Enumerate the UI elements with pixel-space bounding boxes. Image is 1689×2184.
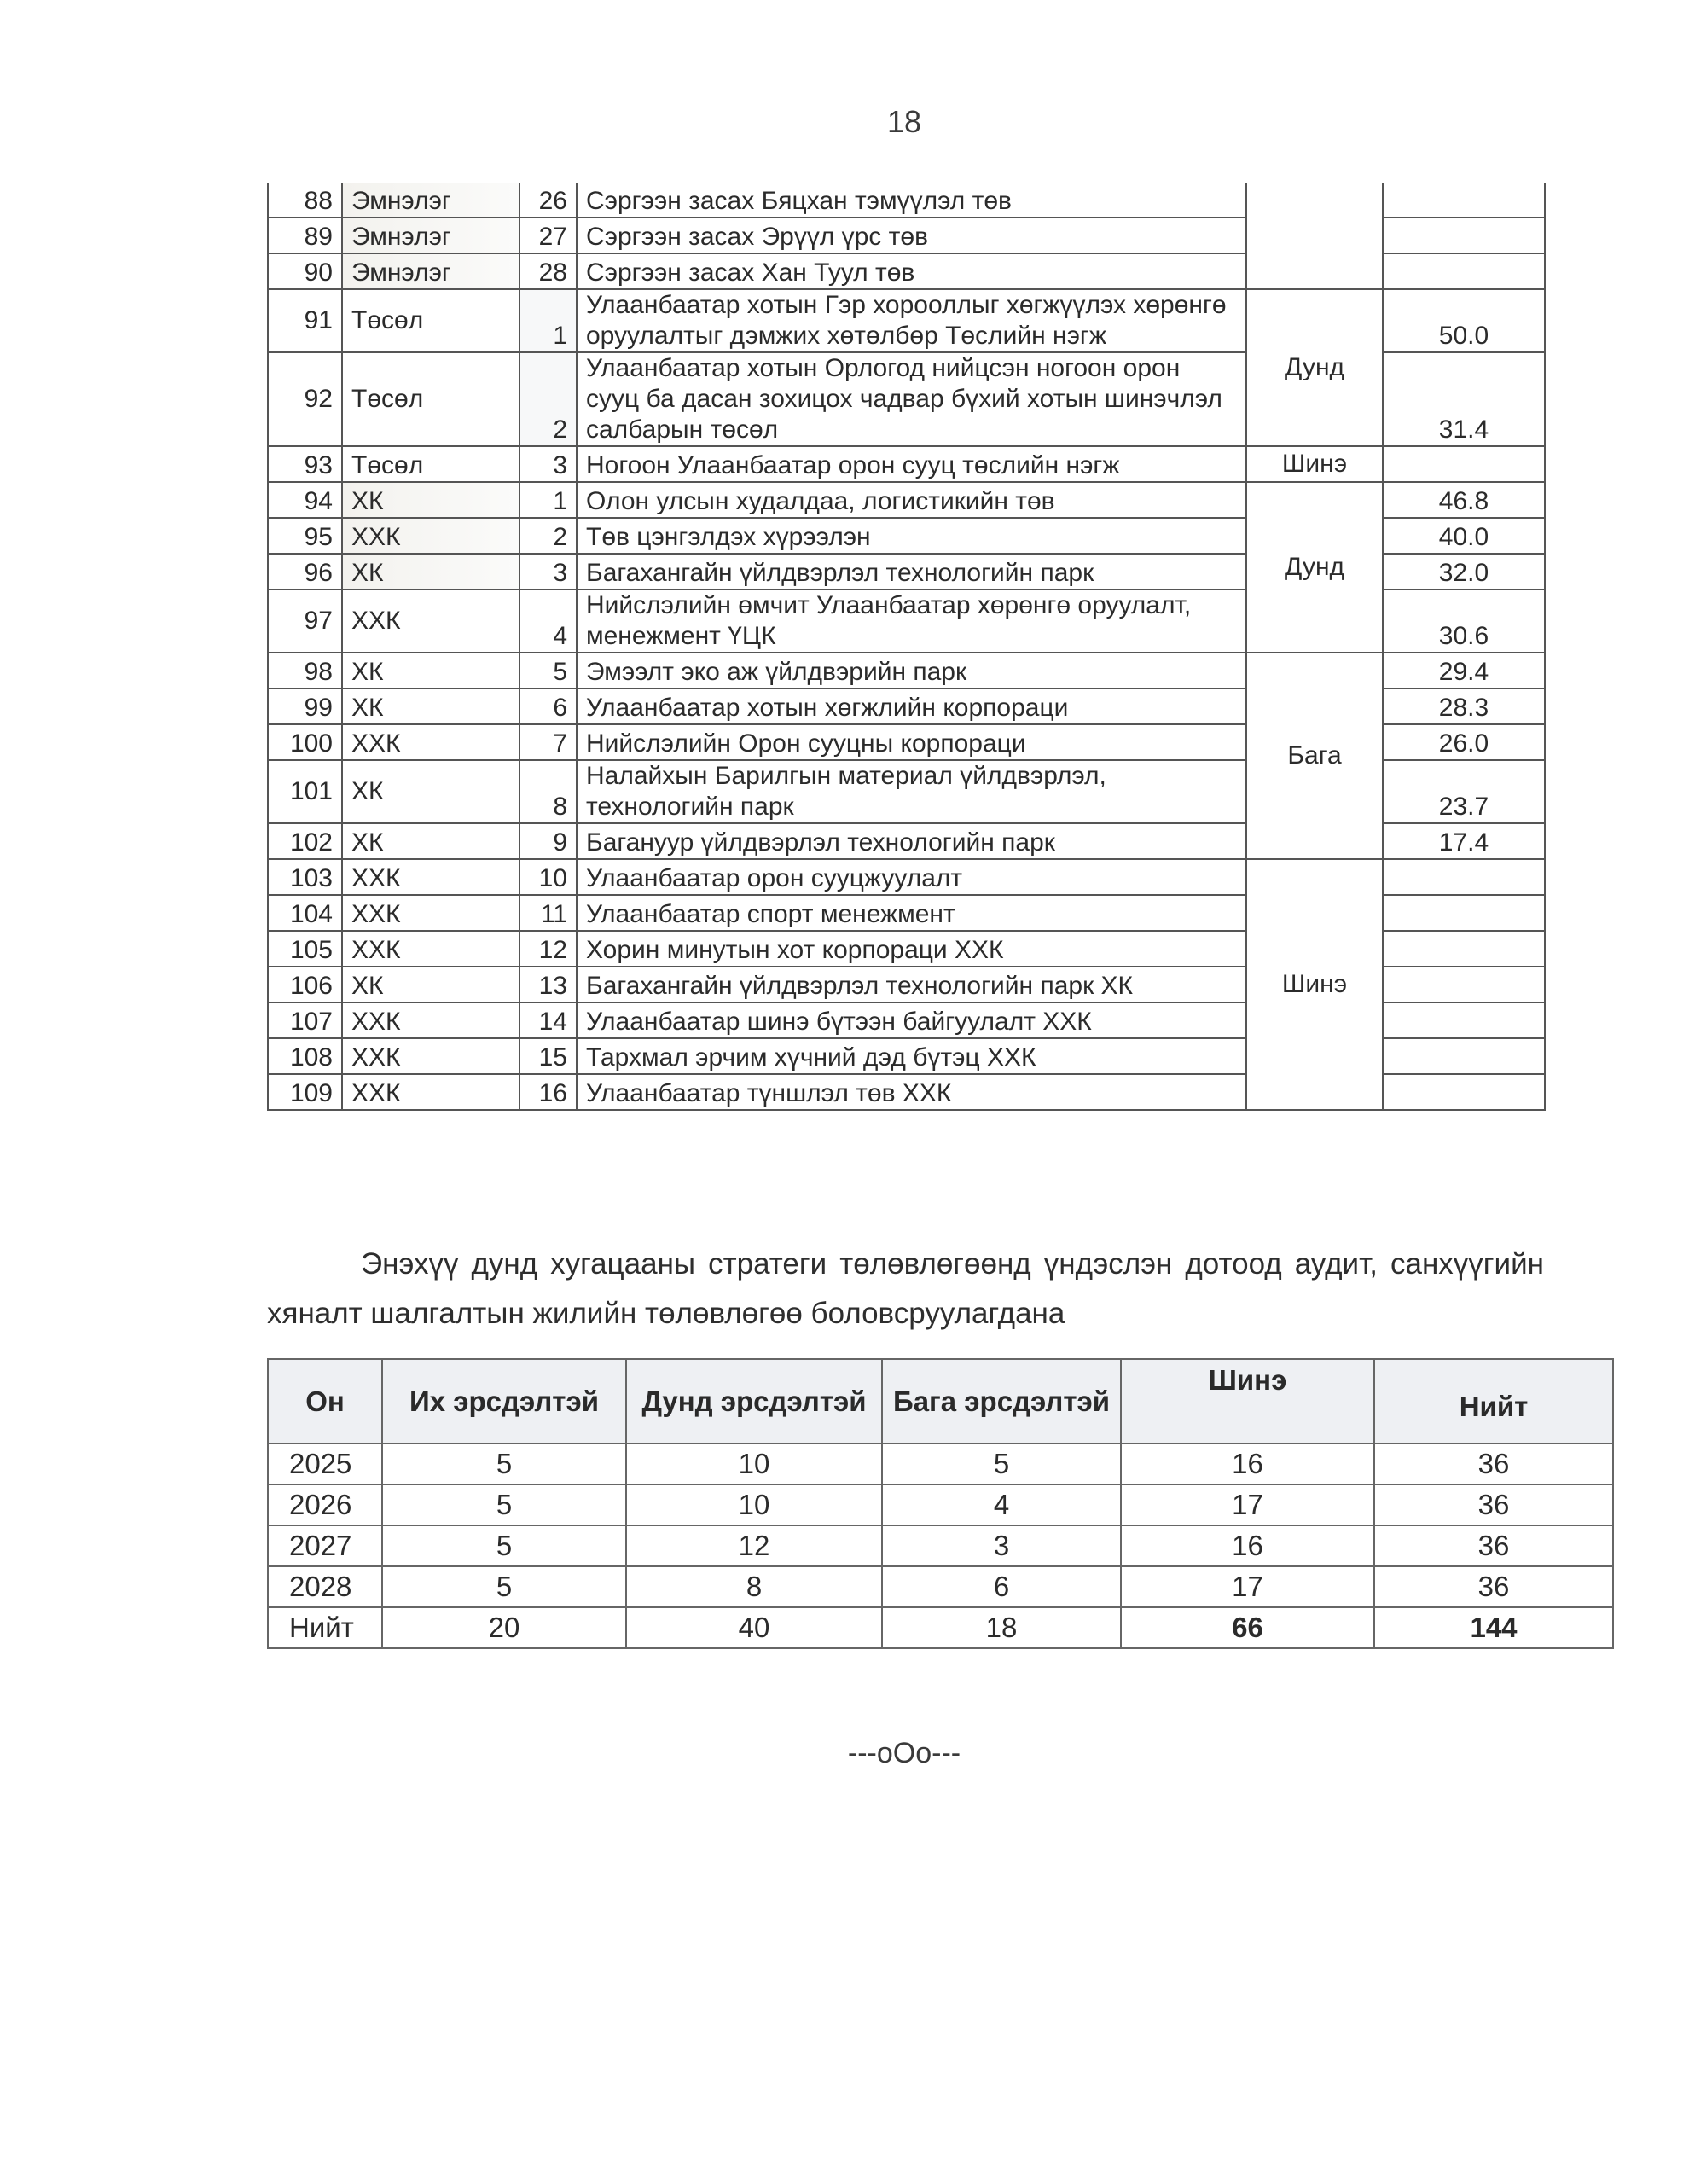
entity-type: ХХК <box>342 590 519 653</box>
low-risk-total: 18 <box>882 1607 1121 1648</box>
entity-risk-table <box>267 183 1546 1111</box>
entity-type: ХХК <box>342 859 519 895</box>
row-number: 90 <box>268 253 342 289</box>
entity-type: ХК <box>342 554 519 590</box>
row-number: 91 <box>268 289 342 352</box>
sub-number: 3 <box>519 554 577 590</box>
medium-risk-total: 40 <box>626 1607 882 1648</box>
table-row <box>268 1525 1613 1566</box>
medium-risk-count: 10 <box>626 1484 882 1525</box>
sub-number: 26 <box>519 183 577 218</box>
entity-name: Сэргээн засах Бяцхан тэмүүлэл төв <box>577 183 1246 218</box>
row-number: 95 <box>268 518 342 554</box>
risk-level: Бага <box>1246 653 1383 859</box>
sub-number: 11 <box>519 895 577 931</box>
row-number: 93 <box>268 446 342 482</box>
entity-type: ХХК <box>342 1074 519 1110</box>
row-number: 108 <box>268 1038 342 1074</box>
risk-score: 26.0 <box>1383 724 1545 760</box>
sub-number: 1 <box>519 289 577 352</box>
entity-name: Хорин минутын хот корпораци ХХК <box>577 931 1246 967</box>
entity-name: Сэргээн засах Эрүүл үрс төв <box>577 218 1246 253</box>
total-row <box>268 1607 1613 1648</box>
header-new: Шинэ <box>1121 1359 1374 1443</box>
risk-score: 50.0 <box>1383 289 1545 352</box>
entity-type: Төсөл <box>342 352 519 446</box>
entity-type: ХХК <box>342 931 519 967</box>
new-count: 17 <box>1121 1566 1374 1607</box>
entity-type: Төсөл <box>342 289 519 352</box>
header-medium-risk: Дунд эрсдэлтэй <box>626 1359 882 1443</box>
entity-name: Тархмал эрчим хүчний дэд бүтэц ХХК <box>577 1038 1246 1074</box>
table-row <box>268 653 1545 688</box>
risk-score <box>1383 1074 1545 1110</box>
sub-number: 8 <box>519 760 577 823</box>
year: 2027 <box>268 1525 382 1566</box>
sub-number: 13 <box>519 967 577 1002</box>
new-total: 66 <box>1121 1607 1374 1648</box>
table-row <box>268 1484 1613 1525</box>
table-row <box>268 859 1545 895</box>
entity-name: Улаанбаатар спорт менежмент <box>577 895 1246 931</box>
sub-number: 14 <box>519 1002 577 1038</box>
header-high-risk: Их эрсдэлтэй <box>382 1359 626 1443</box>
total-count: 36 <box>1374 1484 1613 1525</box>
page-number: 18 <box>886 104 922 139</box>
header-row <box>268 1359 1613 1443</box>
sub-number: 5 <box>519 653 577 688</box>
entity-type: ХХК <box>342 895 519 931</box>
entity-name: Сэргээн засах Хан Туул төв <box>577 253 1246 289</box>
low-risk-count: 3 <box>882 1525 1121 1566</box>
sub-number: 1 <box>519 482 577 518</box>
year: 2028 <box>268 1566 382 1607</box>
risk-score <box>1383 253 1545 289</box>
entity-type: Эмнэлэг <box>342 218 519 253</box>
sub-number: 10 <box>519 859 577 895</box>
entity-type: ХК <box>342 760 519 823</box>
sub-number: 15 <box>519 1038 577 1074</box>
risk-level: Шинэ <box>1246 446 1383 482</box>
table-row <box>268 183 1545 218</box>
entity-type: ХК <box>342 688 519 724</box>
sub-number: 6 <box>519 688 577 724</box>
row-number: 97 <box>268 590 342 653</box>
entity-type: ХХК <box>342 1002 519 1038</box>
new-count: 16 <box>1121 1525 1374 1566</box>
row-number: 104 <box>268 895 342 931</box>
entity-name: Нийслэлийн Орон сууцны корпораци <box>577 724 1246 760</box>
header-total: Нийт <box>1374 1359 1613 1443</box>
high-risk-count: 5 <box>382 1566 626 1607</box>
entity-type: ХХК <box>342 518 519 554</box>
entity-name: Улаанбаатар хотын хөгжлийн корпораци <box>577 688 1246 724</box>
entity-name: Нийслэлийн өмчит Улаанбаатар хөрөнгө оруулалт, менежмент ҮЦК <box>577 590 1246 653</box>
risk-score: 32.0 <box>1383 554 1545 590</box>
table-row <box>268 482 1545 518</box>
body-paragraph: Энэхүү дунд хугацааны стратеги төлөвлөгөөнд үндэслэн дотоод аудит, санхүүгийн хяналт шалгалтын жилийн төлөвлөгөө боловсруулагдана <box>267 1247 1544 1330</box>
new-count: 16 <box>1121 1443 1374 1484</box>
risk-score: 28.3 <box>1383 688 1545 724</box>
risk-score: 29.4 <box>1383 653 1545 688</box>
sub-number: 4 <box>519 590 577 653</box>
year: 2026 <box>268 1484 382 1525</box>
risk-level: Дунд <box>1246 482 1383 653</box>
risk-level: Шинэ <box>1246 859 1383 1110</box>
high-risk-count: 5 <box>382 1525 626 1566</box>
grand-total: 144 <box>1374 1607 1613 1648</box>
row-number: 99 <box>268 688 342 724</box>
total-count: 36 <box>1374 1443 1613 1484</box>
medium-risk-count: 12 <box>626 1525 882 1566</box>
header-low-risk: Бага эрсдэлтэй <box>882 1359 1121 1443</box>
end-of-document-mark: ---oOo--- <box>847 1737 961 1769</box>
row-number: 102 <box>268 823 342 859</box>
row-number: 105 <box>268 931 342 967</box>
risk-score: 40.0 <box>1383 518 1545 554</box>
risk-score <box>1383 895 1545 931</box>
header-year: Он <box>268 1359 382 1443</box>
row-number: 101 <box>268 760 342 823</box>
sub-number: 12 <box>519 931 577 967</box>
total-label: Нийт <box>268 1607 382 1648</box>
entity-name: Багануур үйлдвэрлэл технологийн парк <box>577 823 1246 859</box>
risk-score <box>1383 1002 1545 1038</box>
entity-type: ХК <box>342 482 519 518</box>
entity-name: Олон улсын худалдаа, логистикийн төв <box>577 482 1246 518</box>
medium-risk-count: 8 <box>626 1566 882 1607</box>
risk-score <box>1383 967 1545 1002</box>
high-risk-total: 20 <box>382 1607 626 1648</box>
risk-score <box>1383 183 1545 218</box>
table-row <box>268 1443 1613 1484</box>
sub-number: 28 <box>519 253 577 289</box>
low-risk-count: 6 <box>882 1566 1121 1607</box>
entity-type: ХХК <box>342 1038 519 1074</box>
sub-number: 3 <box>519 446 577 482</box>
risk-score: 30.6 <box>1383 590 1545 653</box>
entity-type: Эмнэлэг <box>342 253 519 289</box>
entity-type: ХК <box>342 823 519 859</box>
row-number: 109 <box>268 1074 342 1110</box>
table-row <box>268 289 1545 352</box>
risk-score: 46.8 <box>1383 482 1545 518</box>
table-row <box>268 446 1545 482</box>
entity-name: Улаанбаатар хотын Гэр хорооллыг хөгжүүлэх хөрөнгө оруулалтыг дэмжих хөтөлбөр Төслийн нэгж <box>577 289 1246 352</box>
row-number: 103 <box>268 859 342 895</box>
year: 2025 <box>268 1443 382 1484</box>
high-risk-count: 5 <box>382 1443 626 1484</box>
entity-type: ХК <box>342 653 519 688</box>
entity-name: Ногоон Улаанбаатар орон сууц төслийн нэгж <box>577 446 1246 482</box>
sub-number: 2 <box>519 518 577 554</box>
row-number: 100 <box>268 724 342 760</box>
row-number: 94 <box>268 482 342 518</box>
entity-name: Багахангайн үйлдвэрлэл технологийн парк ХК <box>577 967 1246 1002</box>
entity-name: Улаанбаатар шинэ бүтээн байгуулалт ХХК <box>577 1002 1246 1038</box>
total-count: 36 <box>1374 1566 1613 1607</box>
risk-score: 23.7 <box>1383 760 1545 823</box>
sub-number: 9 <box>519 823 577 859</box>
risk-score: 17.4 <box>1383 823 1545 859</box>
entity-name: Багахангайн үйлдвэрлэл технологийн парк <box>577 554 1246 590</box>
medium-risk-count: 10 <box>626 1443 882 1484</box>
sub-number: 7 <box>519 724 577 760</box>
entity-type: Эмнэлэг <box>342 183 519 218</box>
entity-name: Улаанбаатар орон сууцжуулалт <box>577 859 1246 895</box>
sub-number: 16 <box>519 1074 577 1110</box>
row-number: 106 <box>268 967 342 1002</box>
row-number: 88 <box>268 183 342 218</box>
risk-score <box>1383 931 1545 967</box>
risk-level <box>1246 183 1383 289</box>
row-number: 107 <box>268 1002 342 1038</box>
risk-score <box>1383 1038 1545 1074</box>
annual-plan-summary-table <box>267 1358 1614 1649</box>
total-count: 36 <box>1374 1525 1613 1566</box>
new-count: 17 <box>1121 1484 1374 1525</box>
row-number: 96 <box>268 554 342 590</box>
low-risk-count: 5 <box>882 1443 1121 1484</box>
sub-number: 27 <box>519 218 577 253</box>
risk-score <box>1383 446 1545 482</box>
entity-name: Эмээлт эко аж үйлдвэрийн парк <box>577 653 1246 688</box>
low-risk-count: 4 <box>882 1484 1121 1525</box>
entity-name: Улаанбаатар хотын Орлогод нийцсэн ногоон орон сууц ба дасан зохицох чадвар бүхий хотын шинэчлэл салбарын төсөл <box>577 352 1246 446</box>
row-number: 98 <box>268 653 342 688</box>
entity-name: Улаанбаатар түншлэл төв ХХК <box>577 1074 1246 1110</box>
sub-number: 2 <box>519 352 577 446</box>
risk-level: Дунд <box>1246 289 1383 446</box>
risk-score <box>1383 218 1545 253</box>
high-risk-count: 5 <box>382 1484 626 1525</box>
risk-score: 31.4 <box>1383 352 1545 446</box>
row-number: 92 <box>268 352 342 446</box>
risk-score <box>1383 859 1545 895</box>
entity-type: ХК <box>342 967 519 1002</box>
table-row <box>268 1566 1613 1607</box>
entity-type: ХХК <box>342 724 519 760</box>
entity-name: Төв цэнгэлдэх хүрээлэн <box>577 518 1246 554</box>
entity-type: Төсөл <box>342 446 519 482</box>
row-number: 89 <box>268 218 342 253</box>
entity-name: Налайхын Барилгын материал үйлдвэрлэл, технологийн парк <box>577 760 1246 823</box>
